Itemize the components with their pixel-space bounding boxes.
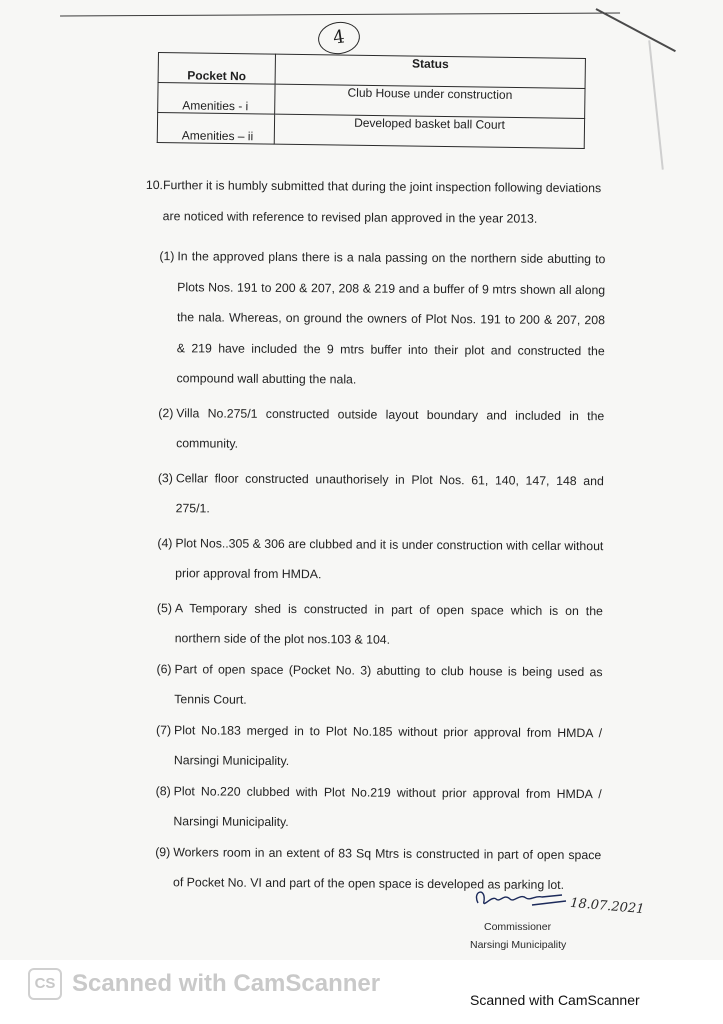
- table-cell-pocket: Amenities - i: [158, 83, 275, 115]
- deviation-text: Plot No.220 clubbed with Plot No.219 without prior approval from HMDA / Narsingi Municipality.: [173, 783, 602, 830]
- deviation-item: [156, 715, 602, 779]
- deviation-label: (6): [156, 661, 172, 676]
- deviation-item: [157, 593, 603, 657]
- signatory-title: Commissioner: [484, 921, 552, 933]
- paper-fold: [648, 40, 664, 169]
- paper-corner-edge: [596, 8, 676, 52]
- document-body: [141, 170, 606, 901]
- page-number-marker: 4: [316, 19, 362, 57]
- header-pocket-no: Pocket No: [158, 53, 275, 85]
- pocket-status-table: [157, 52, 586, 149]
- deviation-text: In the approved plans there is a nala passing on the northern side abutting to Plots Nos. 191 to 200 & 207, 208 & 219 and a buffer of 9 mtrs shown all along the nala. Whereas, on ground the owners of Plot Nos. 191 to 200 & 207, 208 & 219 have included the 9 mtrs buffer into their plot and constructed the compound wall abutting the nala.: [176, 249, 606, 387]
- signature-date: 18.07.2021: [569, 895, 645, 918]
- paragraph-10: [146, 170, 606, 234]
- camscanner-watermark: [28, 968, 380, 1000]
- deviation-label: (9): [155, 844, 171, 859]
- deviation-label: (8): [155, 783, 171, 798]
- signatory-organization: Narsingi Municipality: [470, 939, 567, 951]
- deviation-item: [158, 241, 605, 397]
- deviation-text: Cellar floor constructed unauthorisely in Plot Nos. 61, 140, 147, 148 and 275/1.: [175, 470, 604, 516]
- table-cell-status: Developed basket ball Court: [274, 114, 584, 148]
- table-row: [157, 113, 584, 149]
- camscanner-logo-icon: CS: [28, 968, 62, 1000]
- deviation-item: [157, 528, 603, 592]
- deviation-label: (4): [157, 535, 173, 550]
- deviation-item: [158, 398, 604, 462]
- deviation-text: A Temporary shed is constructed in part of open space which is on the northern side of the plot nos.103 & 104.: [174, 600, 603, 647]
- deviation-item: [158, 463, 604, 527]
- deviation-text: Villa No.275/1 constructed outside layout boundary and included in the community.: [176, 405, 605, 451]
- deviation-label: (7): [156, 722, 172, 737]
- paragraph-10-line2: are noticed with reference to revised plan approved in the year 2013.: [162, 208, 538, 226]
- watermark-text: Scanned with CamScanner: [72, 970, 381, 997]
- deviation-item: [156, 654, 602, 718]
- paragraph-10-line1: Further it is humbly submitted that during the joint inspection following deviations: [162, 178, 602, 196]
- deviation-label: (5): [156, 600, 173, 615]
- deviation-item: [155, 776, 601, 840]
- deviation-text: Part of open space (Pocket No. 3) abutting to club house is being used as Tennis Court.: [174, 661, 603, 707]
- header-status: Status: [275, 54, 585, 88]
- deviation-label: (1): [159, 249, 175, 264]
- table-cell-status: Club House under construction: [275, 84, 585, 118]
- deviation-label: (3): [157, 470, 173, 485]
- deviation-label: (2): [158, 405, 174, 420]
- deviation-text: Plot No.183 merged in to Plot No.185 without prior approval from HMDA / Narsingi Municipality.: [173, 722, 603, 769]
- deviation-text: Workers room in an extent of 83 Sq Mtrs is constructed in part of open space of Pocket No. VI and part of the open space is developed as parking lot.: [172, 844, 602, 892]
- deviation-text: Plot Nos..305 & 306 are clubbed and it is under construction with cellar without prior approval from HMDA.: [175, 535, 604, 582]
- table-cell-pocket: Amenities – ii: [157, 113, 274, 145]
- paragraph-number: 10.: [145, 177, 164, 193]
- paper-top-edge: [60, 0, 620, 16]
- footer-scanned-text: Scanned with CamScanner: [470, 992, 640, 1008]
